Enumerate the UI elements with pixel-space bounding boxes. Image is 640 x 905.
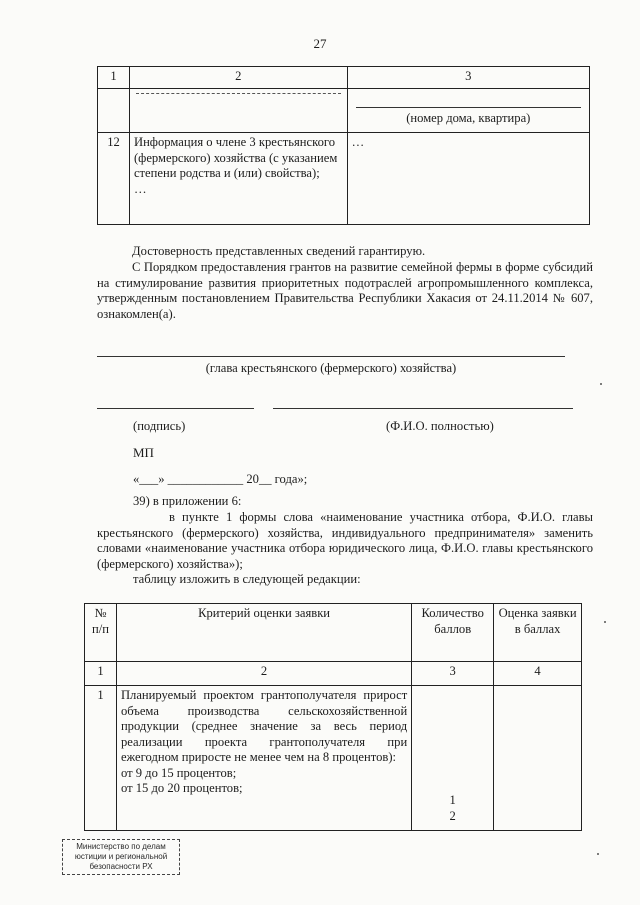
row-12-value: … bbox=[347, 133, 589, 225]
procedure-text: С Порядком предоставления грантов на развитие семейной фермы в форме субсидий на стимулирование развития приоритетных подотраслей агропромышленного комплекса, утвержденным постановлением Правительства Республики Хакасия от 24.11.2014 № 607, ознакомлен(а). bbox=[97, 260, 593, 321]
item-39: 39) в приложении 6: bbox=[133, 494, 242, 508]
option-2-label: от 15 до 20 процентов; bbox=[120, 781, 243, 795]
col-header-criterion: Критерий оценки заявки bbox=[116, 604, 411, 662]
row-12-ellipsis: … bbox=[133, 181, 147, 196]
address-value-cell bbox=[347, 89, 589, 133]
ministry-stamp: Министерство по делам юстиции и региональной безопасности РХ bbox=[62, 839, 180, 875]
address-label-cell bbox=[129, 89, 347, 133]
replace-text: в пункте 1 формы слова «наименование участника отбора, Ф.И.О. главы крестьянского (фермерского) хозяйства, индивидуального предпринимателя» заменить словами «наименование участника отбора юридического лица, Ф.И.О. главы крестьянского (фермерского) хозяйства»); bbox=[97, 510, 593, 571]
col-header-score: Оценка заявки в баллах bbox=[494, 604, 582, 662]
address-num-cell bbox=[98, 89, 130, 133]
col-header-3: 3 bbox=[347, 67, 589, 89]
head-caption: (глава крестьянского (фермерского) хозяйства) bbox=[205, 361, 457, 375]
option-2-points: 2 bbox=[449, 808, 456, 823]
row-1-criterion: Планируемый проектом грантополучателя прирост объема производства сельскохозяйственной продукции (среднее значение за весь период реализации проекта грантополучателя при ежегодном приросте не менее чем на 8 процентов): bbox=[120, 688, 408, 764]
row-12-number: 12 bbox=[98, 133, 130, 225]
row-12-text: Информация о члене 3 крестьянского (фермерского) хозяйства (с указанием степени родства и (или) свойства); bbox=[133, 135, 338, 180]
col-header-points: Количество баллов bbox=[412, 604, 494, 662]
address-caption: (номер дома, квартира) bbox=[406, 111, 531, 125]
col-header-2: 2 bbox=[129, 67, 347, 89]
row-1-criterion-cell bbox=[116, 686, 411, 831]
scan-speck bbox=[597, 853, 599, 855]
col-header-num: № п/п bbox=[85, 604, 117, 662]
option-1-label: от 9 до 15 процентов; bbox=[120, 765, 237, 780]
fio-caption: (Ф.И.О. полностью) bbox=[386, 419, 494, 433]
numbering-4: 4 bbox=[494, 662, 582, 686]
numbering-2: 2 bbox=[116, 662, 411, 686]
row-1-number: 1 bbox=[85, 686, 117, 831]
signature-line bbox=[97, 408, 254, 409]
scan-speck bbox=[600, 383, 602, 385]
guarantee-text: Достоверность представленных сведений гарантирую. bbox=[132, 244, 426, 258]
row-12-label-cell bbox=[129, 133, 347, 225]
col-header-1: 1 bbox=[98, 67, 130, 89]
criteria-table bbox=[84, 603, 582, 831]
numbering-3: 3 bbox=[412, 662, 494, 686]
numbering-1: 1 bbox=[85, 662, 117, 686]
date-line: «___» ____________ 20__ года»; bbox=[133, 472, 308, 486]
head-signature-line bbox=[97, 356, 565, 357]
applicant-info-table bbox=[97, 66, 590, 225]
scan-speck bbox=[604, 621, 606, 623]
option-1-points: 1 bbox=[449, 793, 456, 807]
row-1-score-cell bbox=[494, 686, 582, 831]
page-number: 27 bbox=[313, 36, 327, 51]
signature-caption: (подпись) bbox=[133, 419, 186, 433]
fio-line bbox=[273, 408, 573, 409]
table-intro: таблицу изложить в следующей редакции: bbox=[133, 572, 361, 586]
mp-label: МП bbox=[133, 445, 154, 460]
row-1-points-cell bbox=[412, 686, 494, 831]
